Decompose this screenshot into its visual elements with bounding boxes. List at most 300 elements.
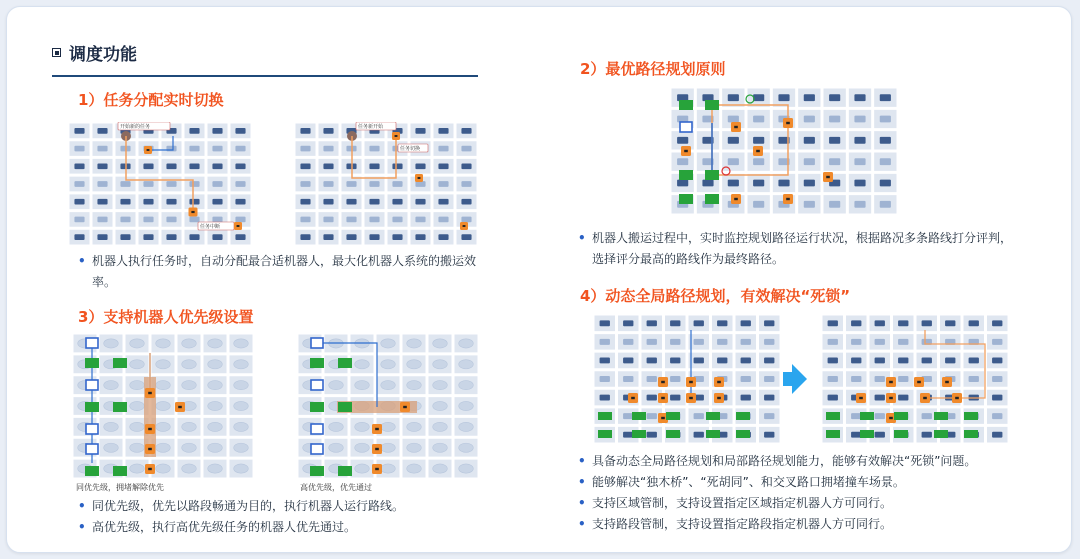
robot-window <box>148 448 152 450</box>
robot-window <box>689 381 693 383</box>
robot-window <box>375 428 379 430</box>
shelf-cell <box>392 234 402 240</box>
shelf-cell <box>898 376 908 382</box>
shelf-cell <box>854 137 865 144</box>
shelf-cell <box>647 432 657 438</box>
shelf-cell <box>235 217 245 223</box>
shelf-cell <box>415 163 425 169</box>
grid-cell <box>156 339 171 348</box>
shelf-cell <box>829 158 840 165</box>
title-block <box>52 40 482 77</box>
shelf-cell <box>235 146 245 152</box>
robot-window <box>147 149 150 151</box>
grid-cell <box>208 360 223 369</box>
shelf-cell <box>74 217 84 223</box>
bullets-s3 <box>78 496 478 538</box>
shelf-cell <box>875 339 885 345</box>
shelf-cell <box>875 357 885 363</box>
charger-icon <box>964 430 978 438</box>
diagram-s4-after <box>821 314 1009 444</box>
shelf-cell <box>670 339 680 345</box>
shelf-cell <box>189 146 199 152</box>
shelf-cell <box>778 180 789 187</box>
grid-cell <box>355 422 370 431</box>
robot-window <box>734 198 738 200</box>
page-title-text: 调度功能 <box>69 45 137 65</box>
robot-window <box>191 211 194 213</box>
callout-label: 开始新的任务 <box>120 124 151 130</box>
charger-icon <box>894 430 908 438</box>
shelf-cell <box>804 180 815 187</box>
bullet-dot-icon: • <box>78 499 86 513</box>
grid-cell <box>459 339 474 348</box>
grid-cell <box>208 422 223 431</box>
shelf-cell <box>438 181 448 187</box>
bullet-dot-icon: • <box>78 520 86 534</box>
grid-cell <box>381 443 396 452</box>
bullet-item: • 支持路段管制，支持设置指定路段指定机器人方可同行。 <box>578 514 1048 535</box>
charger-icon <box>860 412 874 420</box>
shelf-cell <box>438 128 448 134</box>
station-icon <box>86 338 98 348</box>
grid-cell <box>182 339 197 348</box>
shelf-cell <box>764 357 774 363</box>
diagram-s3-left <box>72 333 254 479</box>
station-icon <box>311 338 323 348</box>
charger-icon <box>113 466 127 476</box>
shelf-cell <box>728 137 739 144</box>
charger-icon <box>598 430 612 438</box>
bullet-item: • 机器人执行任务时，自动分配最合适机器人，最大化机器人系统的搬运效率。 <box>78 251 478 293</box>
shelf-cell <box>300 163 310 169</box>
shelf-cell <box>647 357 657 363</box>
shelf-cell <box>875 413 885 419</box>
shelf-cell <box>717 339 727 345</box>
robot-window <box>661 417 665 419</box>
charger-icon <box>338 402 352 412</box>
shelf-cell <box>143 163 153 169</box>
grid-cell <box>208 401 223 410</box>
shelf-cell <box>323 217 333 223</box>
shelf-cell <box>369 181 379 187</box>
grid-cell <box>130 401 145 410</box>
arrow-right-icon <box>792 364 807 394</box>
shelf-cell <box>764 339 774 345</box>
bullet-dot-icon: • <box>578 454 586 468</box>
shelf-cell <box>369 234 379 240</box>
shelf-cell <box>461 146 471 152</box>
shelf-cell <box>828 395 838 401</box>
shelf-cell <box>880 180 891 187</box>
shelf-cell <box>880 158 891 165</box>
shelf-cell <box>212 199 222 205</box>
heading-s1: 1）任务分配实时切换 <box>78 91 224 109</box>
shelf-cell <box>600 376 610 382</box>
grid-cell <box>104 443 119 452</box>
shelf-cell <box>415 234 425 240</box>
shelf-cell <box>623 339 633 345</box>
grid-cell <box>208 381 223 390</box>
grid-cell <box>156 401 171 410</box>
charger-icon <box>666 430 680 438</box>
shelf-cell <box>212 128 222 134</box>
shelf-cell <box>829 116 840 123</box>
shelf-cell <box>880 94 891 101</box>
shelf-cell <box>461 181 471 187</box>
shelf-cell <box>880 116 891 123</box>
grid-cell <box>182 443 197 452</box>
shelf-cell <box>969 376 979 382</box>
shelf-cell <box>346 199 356 205</box>
shelf-cell <box>120 217 130 223</box>
shelf-cell <box>415 217 425 223</box>
station-icon <box>311 380 323 390</box>
shelf-cell <box>992 395 1002 401</box>
shelf-cell <box>346 234 356 240</box>
shelf-cell <box>212 217 222 223</box>
shelf-cell <box>898 357 908 363</box>
grid-cell <box>459 401 474 410</box>
bullets-s2 <box>578 228 1018 270</box>
grid-cell <box>208 443 223 452</box>
grid-cell <box>156 360 171 369</box>
shelf-cell <box>922 357 932 363</box>
robot-window <box>826 176 830 178</box>
robot-window <box>859 397 863 399</box>
heading-s2: 2）最优路径规划原则 <box>580 60 726 78</box>
charger-icon <box>705 100 719 110</box>
shelf-cell <box>851 376 861 382</box>
station-icon <box>86 444 98 454</box>
shelf-cell <box>992 432 1002 438</box>
shelf-cell <box>166 234 176 240</box>
charger-icon <box>310 358 324 368</box>
diagram-s1-right <box>294 122 478 246</box>
grid-cell <box>355 464 370 473</box>
square-bullet-icon <box>52 48 61 57</box>
shelf-cell <box>461 128 471 134</box>
robot-window <box>375 468 379 470</box>
grid-cell <box>433 443 448 452</box>
grid-cell <box>459 464 474 473</box>
shelf-cell <box>74 181 84 187</box>
diagram-s1-left <box>68 122 252 246</box>
bullet-dot-icon: • <box>578 475 586 489</box>
charger-icon <box>85 402 99 412</box>
shelf-cell <box>694 320 704 326</box>
shelf-cell <box>235 234 245 240</box>
shelf-cell <box>828 376 838 382</box>
charger-icon <box>706 412 720 420</box>
robot-window <box>889 381 893 383</box>
shelf-cell <box>300 128 310 134</box>
shelf-cell <box>992 339 1002 345</box>
shelf-cell <box>647 339 657 345</box>
shelf-cell <box>677 158 688 165</box>
shelf-cell <box>212 234 222 240</box>
charger-icon <box>705 170 719 180</box>
grid-cell <box>407 422 422 431</box>
grid-cell <box>407 381 422 390</box>
shelf-cell <box>189 234 199 240</box>
shelf-cell <box>74 199 84 205</box>
grid-cell <box>381 360 396 369</box>
shelf-cell <box>74 128 84 134</box>
charger-icon <box>632 430 646 438</box>
shelf-cell <box>143 181 153 187</box>
robot-window <box>631 397 635 399</box>
charger-icon <box>632 412 646 420</box>
robot-window <box>178 406 182 408</box>
shelf-cell <box>166 163 176 169</box>
shelf-cell <box>828 320 838 326</box>
grid-cell <box>156 443 171 452</box>
shelf-cell <box>670 395 680 401</box>
shelf-cell <box>369 146 379 152</box>
shelf-cell <box>670 376 680 382</box>
shelf-cell <box>694 357 704 363</box>
shelf-cell <box>854 201 865 208</box>
grid-cell <box>234 339 249 348</box>
grid-cell <box>182 381 197 390</box>
shelf-cell <box>369 217 379 223</box>
robot-window <box>684 150 688 152</box>
shelf-cell <box>369 163 379 169</box>
shelf-cell <box>97 199 107 205</box>
shelf-cell <box>753 94 764 101</box>
grid-cell <box>407 339 422 348</box>
grid-cell <box>433 360 448 369</box>
grid-cell <box>234 464 249 473</box>
shelf-cell <box>323 146 333 152</box>
shelf-cell <box>120 234 130 240</box>
bullet-item: • 同优先级，优先以路段畅通为目的，执行机器人运行路线。 <box>78 496 478 517</box>
charger-icon <box>964 412 978 420</box>
grid-cell <box>130 443 145 452</box>
bullets-s4 <box>578 451 1048 535</box>
shelf-cell <box>875 432 885 438</box>
callout-label: 任务中断 <box>200 224 221 230</box>
shelf-cell <box>647 376 657 382</box>
shelf-cell <box>694 432 704 438</box>
grid-cell <box>234 401 249 410</box>
shelf-cell <box>300 146 310 152</box>
shelf-cell <box>728 116 739 123</box>
charger-icon <box>894 412 908 420</box>
robot-window <box>917 381 921 383</box>
shelf-cell <box>741 395 751 401</box>
shelf-cell <box>120 181 130 187</box>
shelf-cell <box>235 163 245 169</box>
caption-s3-left: 同优先级，拥堵解除优先 <box>76 483 164 492</box>
shelf-cell <box>854 180 865 187</box>
shelf-cell <box>804 137 815 144</box>
shelf-cell <box>212 181 222 187</box>
shelf-cell <box>764 376 774 382</box>
shelf-cell <box>992 376 1002 382</box>
shelf-cell <box>189 163 199 169</box>
diagram-s3-right <box>297 333 479 479</box>
shelf-cell <box>97 217 107 223</box>
grid-cell <box>208 464 223 473</box>
shelf-cell <box>346 217 356 223</box>
bullet-dot-icon: • <box>578 496 586 510</box>
grid-cell <box>234 381 249 390</box>
shelf-cell <box>74 163 84 169</box>
grid-cell <box>433 339 448 348</box>
bullet-item: • 支持区域管制，支持设置指定区域指定机器人方可同行。 <box>578 493 1048 514</box>
charger-icon <box>679 170 693 180</box>
shelf-cell <box>392 163 402 169</box>
shelf-cell <box>392 181 402 187</box>
robot-window <box>463 225 466 227</box>
shelf-cell <box>97 146 107 152</box>
shelf-cell <box>717 357 727 363</box>
shelf-cell <box>461 199 471 205</box>
robot-window <box>786 198 790 200</box>
shelf-cell <box>829 201 840 208</box>
shelf-cell <box>415 181 425 187</box>
station-icon <box>86 380 98 390</box>
station-icon <box>680 122 692 132</box>
shelf-cell <box>438 217 448 223</box>
grid-cell <box>381 422 396 431</box>
charger-icon <box>113 402 127 412</box>
grid-cell <box>156 464 171 473</box>
heading-s3: 3）支持机器人优先级设置 <box>78 308 254 326</box>
shelf-cell <box>922 320 932 326</box>
shelf-cell <box>992 320 1002 326</box>
shelf-cell <box>300 217 310 223</box>
grid-cell <box>234 422 249 431</box>
grid-cell <box>459 422 474 431</box>
robot-window <box>148 468 152 470</box>
shelf-cell <box>438 163 448 169</box>
shelf-cell <box>189 128 199 134</box>
shelf-cell <box>717 320 727 326</box>
grid-cell <box>156 381 171 390</box>
grid-cell <box>234 360 249 369</box>
shelf-cell <box>600 320 610 326</box>
shelf-cell <box>880 201 891 208</box>
shelf-cell <box>854 116 865 123</box>
charger-icon <box>85 358 99 368</box>
shelf-cell <box>392 217 402 223</box>
grid-cell <box>433 422 448 431</box>
shelf-cell <box>741 376 751 382</box>
grid-cell <box>329 381 344 390</box>
robot-window <box>661 381 665 383</box>
heading-s4: 4）动态全局路径规划，有效解决“死锁” <box>580 287 851 305</box>
shelf-cell <box>804 158 815 165</box>
charger-icon <box>338 358 352 368</box>
shelf-cell <box>875 320 885 326</box>
shelf-cell <box>323 199 333 205</box>
shelf-cell <box>945 320 955 326</box>
station-icon <box>311 444 323 454</box>
shelf-cell <box>851 357 861 363</box>
shelf-cell <box>623 320 633 326</box>
bullet-item: • 高优先级，执行高优先级任务的机器人优先通过。 <box>78 517 478 538</box>
bullet-dot-icon: • <box>578 517 586 531</box>
shelf-cell <box>438 234 448 240</box>
shelf-cell <box>300 181 310 187</box>
shelf-cell <box>694 413 704 419</box>
robot-window <box>661 397 665 399</box>
grid-cell <box>407 464 422 473</box>
shelf-cell <box>851 413 861 419</box>
shelf-cell <box>623 413 633 419</box>
shelf-cell <box>166 217 176 223</box>
charger-icon <box>736 412 750 420</box>
shelf-cell <box>804 201 815 208</box>
caption-s3-right: 高优先级，优先通过 <box>300 483 372 492</box>
shelf-cell <box>741 357 751 363</box>
grid-cell <box>407 360 422 369</box>
grid-cell <box>433 381 448 390</box>
shelf-cell <box>880 137 891 144</box>
shelf-cell <box>778 94 789 101</box>
shelf-cell <box>212 146 222 152</box>
bullet-item: • 具备动态全局路径规划和局部路径规划能力，能够有效解决“死锁”问题。 <box>578 451 1048 472</box>
shelf-cell <box>415 199 425 205</box>
grid-cell <box>208 339 223 348</box>
grid-cell <box>182 464 197 473</box>
shelf-cell <box>600 357 610 363</box>
shelf-cell <box>945 357 955 363</box>
shelf-cell <box>969 357 979 363</box>
shelf-cell <box>438 146 448 152</box>
shelf-cell <box>898 320 908 326</box>
shelf-cell <box>74 234 84 240</box>
robot-window <box>786 122 790 124</box>
shelf-cell <box>875 376 885 382</box>
shelf-cell <box>189 217 199 223</box>
robot-window <box>375 448 379 450</box>
charger-icon <box>85 466 99 476</box>
grid-cell <box>459 360 474 369</box>
charger-icon <box>934 430 948 438</box>
shelf-cell <box>854 94 865 101</box>
grid-cell <box>381 339 396 348</box>
grid-cell <box>329 443 344 452</box>
shelf-cell <box>875 395 885 401</box>
shelf-cell <box>753 158 764 165</box>
callout-label: 任务切换 <box>400 146 421 152</box>
shelf-cell <box>461 234 471 240</box>
shelf-cell <box>600 395 610 401</box>
diagram-s2 <box>670 87 898 215</box>
grid-cell <box>459 381 474 390</box>
shelf-cell <box>728 180 739 187</box>
shelf-cell <box>764 395 774 401</box>
shelf-cell <box>851 320 861 326</box>
grid-cell <box>355 381 370 390</box>
charger-icon <box>705 194 719 204</box>
charger-icon <box>310 402 324 412</box>
grid-cell <box>130 339 145 348</box>
grid-cell <box>355 360 370 369</box>
page-title <box>52 40 482 65</box>
shelf-cell <box>143 217 153 223</box>
shelf-cell <box>898 339 908 345</box>
shelf-cell <box>728 94 739 101</box>
robot-window <box>923 397 927 399</box>
charger-icon <box>113 358 127 368</box>
shelf-cell <box>922 413 932 419</box>
grid-cell <box>459 443 474 452</box>
shelf-cell <box>969 320 979 326</box>
